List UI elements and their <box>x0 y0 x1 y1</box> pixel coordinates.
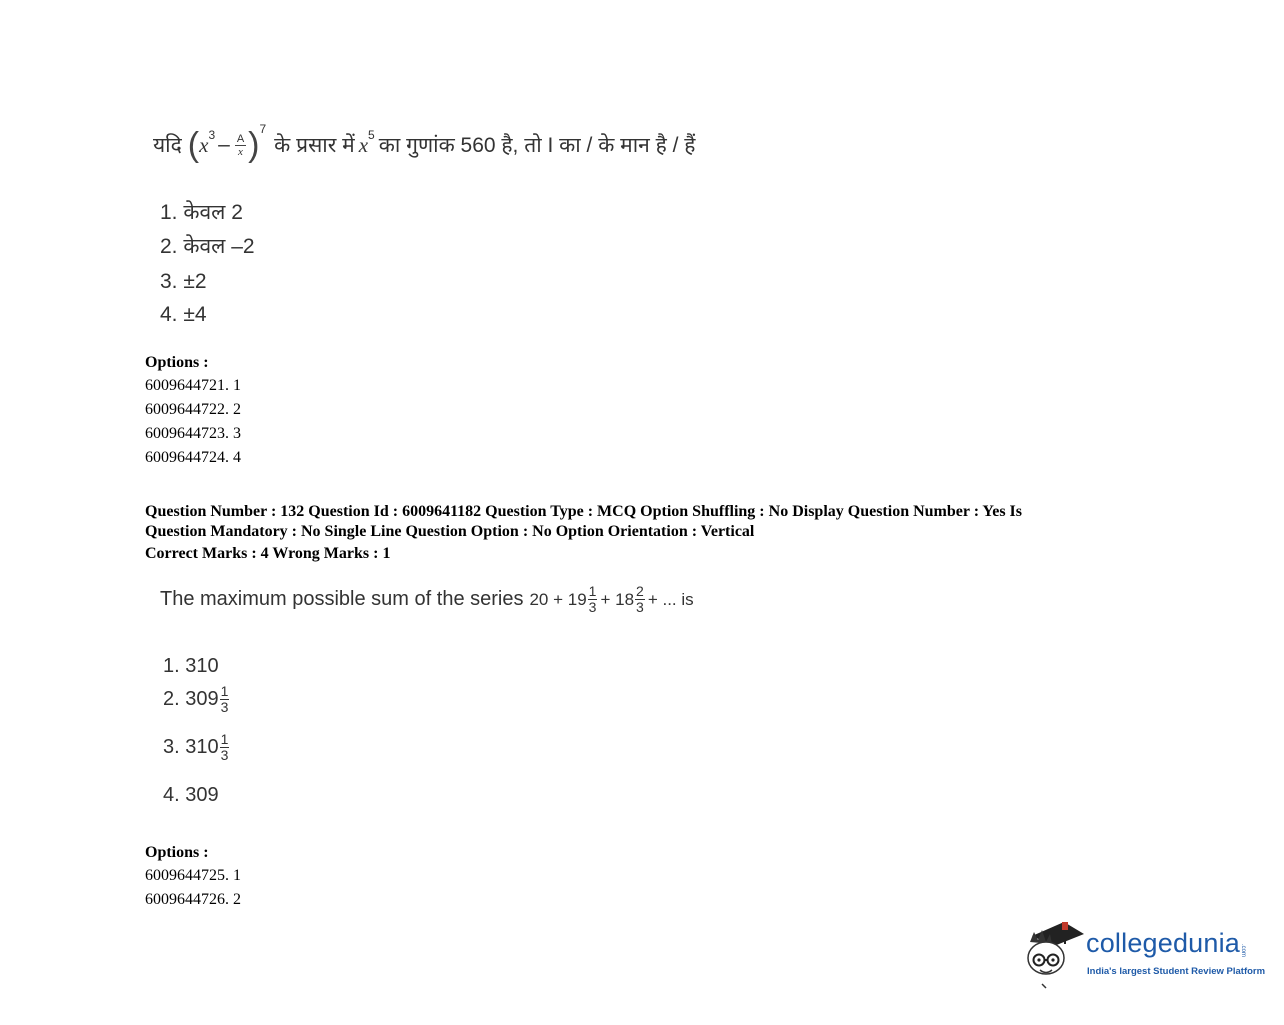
fraction-numerator: 1 <box>220 683 229 699</box>
fraction-denominator: 3 <box>636 599 644 615</box>
stem-outer-exp: 7 <box>259 122 267 136</box>
q131-image-option-3: 3. ±2 <box>160 270 207 293</box>
q131-option-line: 6009644723. 3 <box>145 425 241 442</box>
series-term-2: + 18 <box>600 589 635 609</box>
option-fraction <box>220 684 230 715</box>
q132-options-heading: Options : <box>145 844 209 861</box>
series-fraction-1 <box>588 584 598 615</box>
fraction-denominator: 3 <box>220 747 229 763</box>
fraction-numerator: 1 <box>588 583 597 599</box>
fraction-numerator: A <box>236 132 245 145</box>
stem-suffix: का गुणांक 560 है, तो I का / के मान है / हैं <box>378 134 696 157</box>
q132-image-option-3 <box>163 732 230 763</box>
paren-open: ( <box>187 126 200 164</box>
stem-minus: – <box>218 133 230 156</box>
series-term-1: 20 + 19 <box>529 589 587 609</box>
q132-marks: Correct Marks : 4 Wrong Marks : 1 <box>145 545 391 562</box>
q132-image-option-1: 1. 310 <box>163 655 219 677</box>
option-fraction <box>220 732 230 763</box>
fraction-denominator: 3 <box>220 699 229 715</box>
series-fraction-2 <box>635 584 645 615</box>
stem-term-exp: 5 <box>368 128 375 142</box>
stem-base-exp: 3 <box>208 128 216 142</box>
collegedunia-mascot-logo <box>1024 918 1086 990</box>
q131-option-line: 6009644722. 2 <box>145 401 241 418</box>
stem-term: x <box>358 132 369 157</box>
option-whole: 3. 310 <box>163 736 219 758</box>
q131-options-heading: Options : <box>145 354 209 371</box>
q132-meta <box>145 502 1125 542</box>
q132-meta-line-2: Question Mandatory : No Single Line Question Option : No Option Orientation : Vertical <box>145 523 755 540</box>
logo-tagline: India's largest Student Review Platform <box>1087 966 1266 977</box>
stem-base: x <box>199 132 209 157</box>
q131-image-option-4: 4. ±4 <box>160 303 207 326</box>
fraction-denominator: x <box>238 145 243 158</box>
q131-image-option-1: 1. केवल 2 <box>160 201 243 224</box>
series-term-3: + ... is <box>647 589 694 609</box>
q132-option-line: 6009644725. 1 <box>145 867 241 884</box>
q132-option-line: 6009644726. 2 <box>145 891 241 908</box>
stem-mid: के प्रसार में <box>274 134 355 157</box>
stem-fraction <box>235 133 246 158</box>
q131-image-option-2: 2. केवल –2 <box>160 235 255 258</box>
fraction-denominator: 3 <box>588 599 597 615</box>
logo-com-suffix: .com <box>1240 944 1246 958</box>
logo-wordmark: collegedunia <box>1086 928 1241 958</box>
q131-option-line: 6009644721. 1 <box>145 377 241 394</box>
q132-question-stem <box>160 584 694 615</box>
q131-option-line: 6009644724. 4 <box>145 449 241 466</box>
q132-meta-line-1: Question Number : 132 Question Id : 6009641182 Question Type : MCQ Option Shuffling : No Display Question Number : Yes Is <box>145 503 1022 520</box>
fraction-numerator: 2 <box>636 583 644 599</box>
stem-text: The maximum possible sum of the series <box>160 588 524 610</box>
paren-close: ) <box>248 126 260 164</box>
q131-question-stem <box>153 122 696 164</box>
stem-prefix: यदि <box>153 134 182 157</box>
q132-image-option-2 <box>163 684 230 715</box>
q132-image-option-4: 4. 309 <box>163 784 219 806</box>
fraction-numerator: 1 <box>220 731 229 747</box>
option-whole: 2. 309 <box>163 688 219 710</box>
